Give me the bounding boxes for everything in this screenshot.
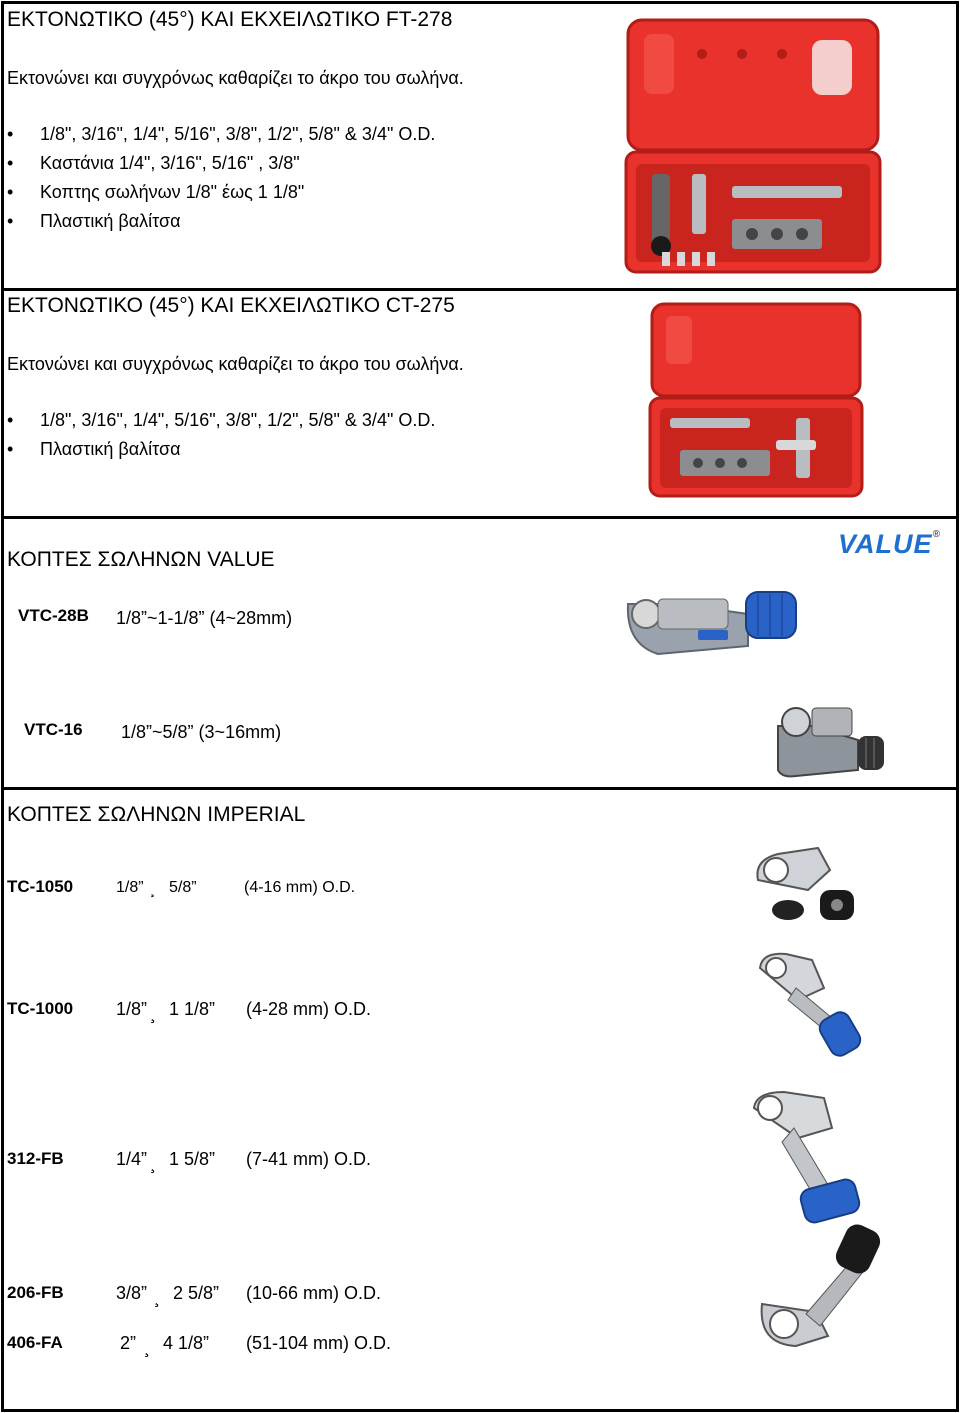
206fb-code: 206-FB	[7, 1283, 64, 1302]
406fa-from: 2”	[120, 1333, 137, 1353]
ft278-bullet-4: Πλαστική βαλίτσα	[40, 211, 181, 231]
312fb-sep: ¸	[150, 1153, 156, 1173]
value-logo: VALUE®	[838, 529, 941, 559]
tc1000-sep: ¸	[150, 1003, 156, 1023]
tc1000-from: 1/8”	[116, 999, 148, 1019]
406fa-sep: ¸	[144, 1337, 150, 1357]
206fb-sep: ¸	[154, 1287, 160, 1307]
tc1050-code: TC-1050	[7, 877, 74, 896]
tc1000-to: 1 1/8”	[169, 999, 216, 1019]
vtc16-image	[772, 700, 890, 780]
divider-3	[1, 787, 959, 790]
value-item-2-code: VTC-16	[24, 720, 83, 739]
divider-1	[1, 288, 959, 291]
312fb-code: 312-FB	[7, 1149, 64, 1168]
ct275-title: ΕΚΤΟΝΩΤΙΚΟ (45°) ΚΑΙ ΕΚΧΕΙΛΩΤΙΚΟ CT-275	[7, 294, 455, 317]
ft278-case-image	[622, 14, 884, 276]
tc1000-image	[752, 948, 864, 1060]
ct275-bullet-1: 1/8", 3/16", 1/4", 5/16", 3/8", 1/2", 5/8" & 3/4" O.D.	[40, 410, 436, 430]
312fb-image	[748, 1088, 868, 1226]
value-item-2-size: 1/8”~5/8” (3~16mm)	[121, 722, 282, 742]
imperial-title: ΚΟΠΤΕΣ ΣΩΛΗΝΩΝ IMPERIAL	[7, 803, 306, 826]
vtc28b-image	[618, 574, 808, 664]
206fb-from: 3/8”	[116, 1283, 148, 1303]
tc1050-sep: ¸	[150, 881, 156, 898]
value-item-1-code: VTC-28B	[18, 606, 89, 625]
406fa-to: 4 1/8”	[163, 1333, 210, 1353]
tc1050-from: 1/8”	[116, 879, 144, 896]
312fb-to: 1 5/8”	[169, 1149, 216, 1169]
206fb-image	[756, 1218, 892, 1354]
312fb-mm: (7-41 mm) O.D.	[246, 1149, 372, 1169]
tc1000-code: TC-1000	[7, 999, 74, 1018]
ct275-description: Εκτονώνει και συγχρόνως καθαρίζει το άκρο του σωλήνα.	[7, 354, 464, 374]
tc1000-mm: (4-28 mm) O.D.	[246, 999, 372, 1019]
ft278-bullet-1: 1/8", 3/16", 1/4", 5/16", 3/8", 1/2", 5/8" & 3/4" O.D.	[40, 124, 436, 144]
ft278-title: ΕΚΤΟΝΩΤΙΚΟ (45°) ΚΑΙ ΕΚΧΕΙΛΩΤΙΚΟ FT-278	[7, 8, 453, 31]
206fb-to: 2 5/8”	[173, 1283, 220, 1303]
406fa-code: 406-FA	[7, 1333, 63, 1352]
tc1050-image	[748, 840, 858, 926]
tc1050-mm: (4-16 mm) O.D.	[244, 879, 356, 896]
406fa-mm: (51-104 mm) O.D.	[246, 1333, 392, 1353]
ft278-description: Εκτονώνει και συγχρόνως καθαρίζει το άκρο του σωλήνα.	[7, 68, 464, 88]
ct275-case-image	[646, 300, 866, 500]
value-title: ΚΟΠΤΕΣ ΣΩΛΗΝΩΝ VALUE	[7, 548, 275, 571]
ft278-bullet-3: Κοπτης σωλήνων 1/8" έως 1 1/8"	[40, 182, 305, 202]
value-item-1-size: 1/8”~1-1/8” (4~28mm)	[116, 608, 293, 628]
312fb-from: 1/4”	[116, 1149, 148, 1169]
ft278-bullet-2: Καστάνια 1/4", 3/16", 5/16" , 3/8"	[40, 153, 300, 173]
tc1050-to: 5/8”	[169, 879, 197, 896]
ct275-bullet-2: Πλαστική βαλίτσα	[40, 439, 181, 459]
206fb-mm: (10-66 mm) O.D.	[246, 1283, 382, 1303]
divider-2	[1, 516, 959, 519]
